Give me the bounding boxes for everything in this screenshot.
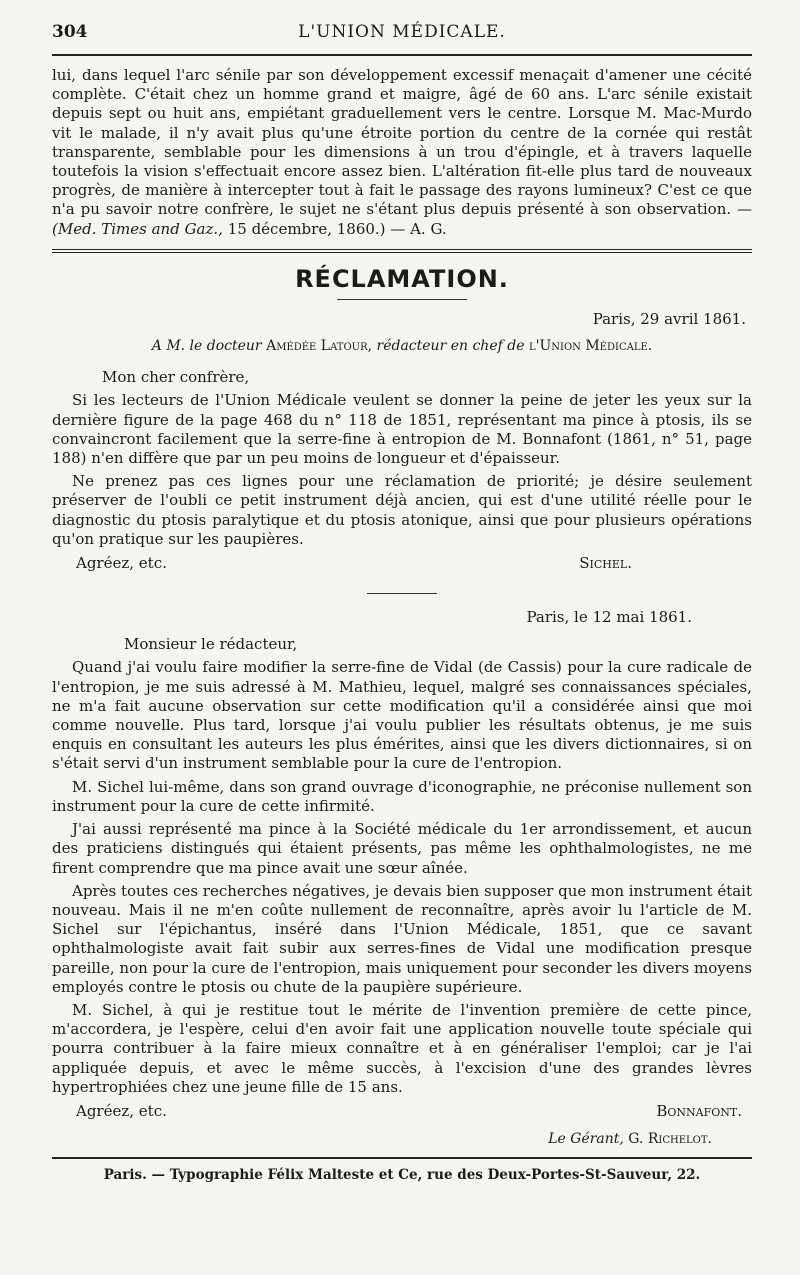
title-underline — [337, 299, 467, 300]
letter1-dateline: Paris, 29 avril 1861. — [592, 309, 746, 328]
section-title: RÉCLAMATION. — [295, 264, 509, 293]
header-rule — [52, 54, 752, 56]
page-number: 304 — [52, 22, 88, 42]
letter2-signoff — [52, 1101, 752, 1121]
gerant-line — [52, 1131, 752, 1147]
address-name: Amédée Latour, — [266, 338, 373, 355]
continuation-text: lui, dans lequel l'arc sénile par son développement excessif menaçait d'amener une cécité complète. C'était chez un homme grand et maigre, âgé de 60 ans. L'arc sénile existait depuis sept ou huit ans, empiétant graduellement vers le centre. Lorsque M. Mac-Murdo vit le malade, il n'y avait plus qu'une étroite portion du centre de la cornée qui restât transparente, semblable pour les dimensions à un trou d'épingle, et à travers laquelle toutefois la vision s'effectuait encore assez bien. L'altération fit-elle plus tard de nouveaux progrès, de manière à intercepter tout à fait le passage des rayons lumineux? C'est ce que n'a pu savoir notre confrère, le sujet ne s'étant plus depuis présenté à son observation. — — [52, 66, 752, 219]
letter-separator — [367, 593, 437, 594]
footer-rule — [52, 1157, 752, 1159]
citation: (Med. Times and Gaz., — [52, 219, 223, 238]
letter2-salutation: Monsieur le rédacteur, — [124, 635, 298, 654]
letter1-address — [52, 337, 752, 356]
gerant-label: Le Gérant, — [548, 1130, 624, 1147]
printer-imprint: Paris. — Typographie Félix Malteste et Ce, rue des Deux-Portes-St-Sauveur, 22. — [103, 1166, 701, 1183]
letter2-closing: Agréez, etc. — [76, 1101, 167, 1120]
letter1-paragraph: Ne prenez pas ces lignes pour une réclamation de priorité; je désire seulement préserver de l'oubli ce petit instrument déjà ancien, qui est d'une utilité réelle pour le diagnostic du ptosis paralytique et du ptosis atonique, ainsi que pour plusieurs opérations qu'on pratique sur les paupières. — [52, 472, 752, 548]
letter1-signoff — [52, 553, 752, 573]
letter1-paragraph: Si les lecteurs de l'Union Médicale veulent se donner la peine de jeter les yeux sur la dernière figure de la page 468 du n° 118 de 1851, représentant ma pince à ptosis, ils se convaincront facilement que la serre-fine à entropion de M. Bonnafont (1861, n° 51, page 188) n'en diffère que par un peu moins de longueur et d'épaisseur. — [52, 391, 752, 468]
letter2-paragraph: Après toutes ces recherches négatives, je devais bien supposer que mon instrument était nouveau. Mais il ne m'en coûte nullement de reconnaître, après avoir lu l'article de M. Sichel sur l'épichantus, inséré dans l'Union Médicale, 1851, que ce savant ophthalmologiste avait fait subir aux serres-fines de Vidal une modification presque pareille, non pour la cure de l'entropion, mais uniquement pour seconder les divers moyens employés contre le ptosis ou chute de la paupière supérieure. — [52, 881, 752, 996]
letter1-closing: Agréez, etc. — [76, 554, 167, 573]
citation-end: 15 décembre, 1860.) — A. G. — [227, 219, 447, 238]
section-divider — [52, 249, 752, 253]
address-suffix: rédacteur en chef de — [376, 338, 525, 355]
letter2-paragraph: M. Sichel, à qui je restitue tout le mérite de l'invention première de cette pince, m'accordera, je l'espère, celui d'en avoir fait une application nouvelle toute spéciale qui pourra contribuer à la faire mieux connaître et à en généraliser l'emploi; car je l'ai appliquée depuis, et avec le même succès, à l'excision d'une des grandes lèvres hypertrophiées chez une jeune fille de 15 ans. — [52, 1000, 752, 1096]
letter2-paragraph: Quand j'ai voulu faire modifier la serre-fine de Vidal (de Cassis) pour la cure radicale de l'entropion, je me suis adressé à M. Mathieu, lequel, malgré ses connaissances spéciales, ne m'a fait aucune observation sur cette modification qu'il a considérée ainsi que moi comme nouvelle. Plus tard, lorsque j'ai voulu publier les résultats obtenus, je me suis enquis en consultant les auteurs les plus émérites, ainsi que les divers dictionnaires, si on s'était servi d'un instrument semblable pour la cure de l'entropion. — [52, 658, 752, 773]
letter2-dateline: Paris, le 12 mai 1861. — [526, 608, 692, 627]
journal-name: L'UNION MÉDICALE. — [298, 22, 506, 42]
address-journal: l'Union Médicale. — [528, 338, 653, 355]
letter2-paragraph: J'ai aussi représenté ma pince à la Société médicale du 1er arrondissement, et aucun des praticiens distingués qui étaient présents, pas même les ophthalmologistes, ne me firent comprendre que ma pince avait une sœur aînée. — [52, 820, 752, 877]
letter1-signature: Sichel. — [579, 554, 632, 573]
letter2-signature: Bonnafont. — [656, 1101, 742, 1120]
continuation-paragraph — [52, 66, 752, 239]
gerant-name: G. Richelot. — [628, 1130, 712, 1147]
address-prefix: A M. le docteur — [151, 338, 262, 355]
letter2-paragraph: M. Sichel lui-même, dans son grand ouvrage d'iconographie, ne préconise nullement son instrument pour la cure de cette infirmité. — [52, 777, 752, 815]
letter1-salutation: Mon cher confrère, — [102, 368, 250, 387]
running-head — [52, 18, 752, 48]
